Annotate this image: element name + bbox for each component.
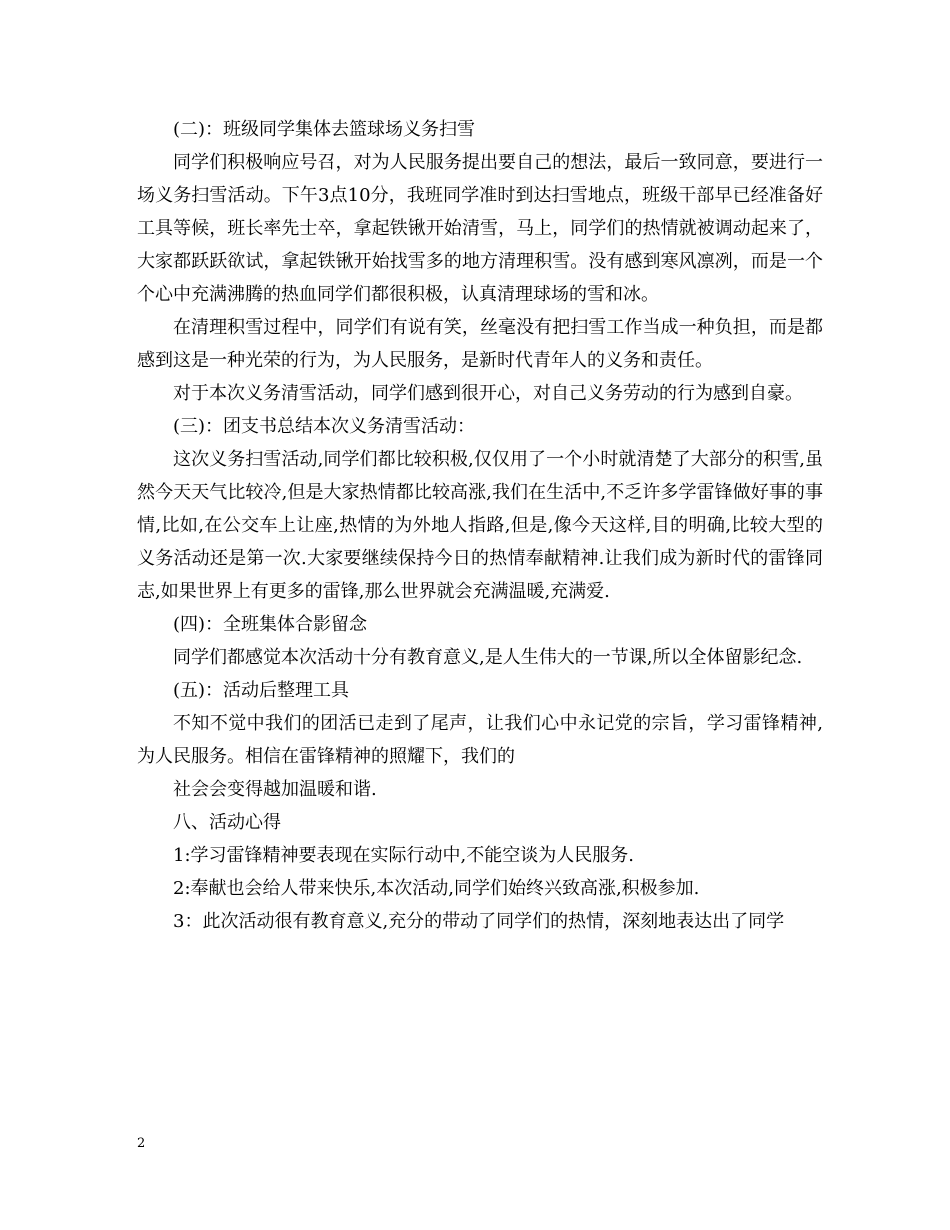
page-number: 2 [137,1136,146,1151]
list-item: 2:奉献也会给人带来快乐,本次活动,同学们始终兴致高涨,积极参加. [173,878,700,899]
body-paragraph: 同学们都感觉本次活动十分有教育意义,是人生伟大的一节课,所以全体留影纪念. [173,647,803,668]
list-item: 3：此次活动很有教育意义,充分的带动了同学们的热情，深刻地表达出了同学 [173,911,785,932]
section-heading-3: (三)：团支书总结本次义务清雪活动： [173,416,476,437]
section-heading-8: 八、活动心得 [173,812,281,833]
body-paragraph: 对于本次义务清雪活动，同学们感到很开心，对自己义务劳动的行为感到自豪。 [173,383,803,404]
body-paragraph: 不知不觉中我们的团活已走到了尾声，让我们心中永记党的宗旨，学习雷锋精神,为人民服务。相信在雷锋精神的照耀下，我们的 [137,713,823,767]
section-heading-5: (五)：活动后整理工具 [173,680,350,701]
body-paragraph: 在清理积雪过程中，同学们有说有笑，丝毫没有把扫雪工作当成一种负担，而是都感到这是一种光荣的行为，为人民服务，是新时代青年人的义务和责任。 [137,317,823,371]
list-item: 1:学习雷锋精神要表现在实际行动中,不能空谈为人民服务. [173,845,634,866]
section-heading-4: (四)：全班集体合影留念 [173,614,368,635]
document-body [137,113,823,938]
section-heading-2: (二)：班级同学集体去篮球场义务扫雪 [173,119,476,140]
body-paragraph: 这次义务扫雪活动,同学们都比较积极,仅仅用了一个小时就清楚了大部分的积雪,虽然今天天气比较冷,但是大家热情都比较高涨,我们在生活中,不乏许多学雷锋做好事的事情,比如,在公交车上让座,热情的为外地人指路,但是,像今天这样,目的明确,比较大型的义务活动还是第一次.大家要继续保持今日的热情奉献精神.让我们成为新时代的雷锋同志,如果世界上有更多的雷锋,那么世界就会充满温暖,充满爱. [137,449,823,602]
body-paragraph: 社会会变得越加温暖和谐. [173,779,377,800]
body-paragraph: 同学们积极响应号召，对为人民服务提出要自己的想法，最后一致同意，要进行一场义务扫雪活动。下午3点10分，我班同学准时到达扫雪地点，班级干部早已经准备好工具等候，班长率先士卒，拿起铁锹开始清雪，马上，同学们的热情就被调动起来了，大家都跃跃欲试，拿起铁锹开始找雪多的地方清理积雪。没有感到寒风凛冽，而是一个个心中充满沸腾的热血同学们都很积极，认真清理球场的雪和冰。 [137,152,823,305]
